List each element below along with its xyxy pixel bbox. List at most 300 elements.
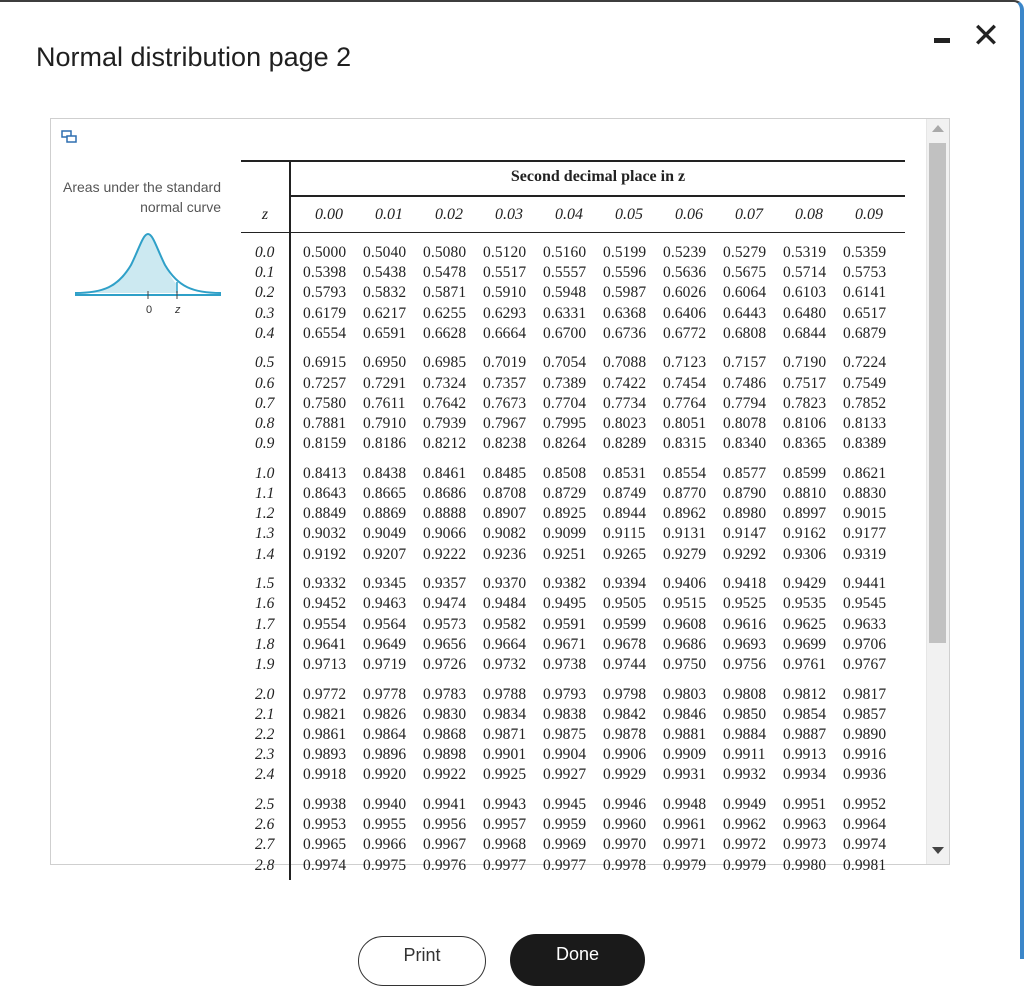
table-cell: 0.9726 [423,656,467,673]
table-cell: 0.9948 [663,796,707,813]
table-cell: 0.9968 [483,836,527,854]
z-value: 1.7 [255,615,275,633]
table-cell: 0.9965 [303,836,347,854]
table-cell: 0.6293 [483,304,527,322]
table-cell: 0.9868 [423,726,467,743]
table-row [241,685,903,705]
column-header: 0.02 [435,206,463,223]
table-cell: 0.8264 [543,435,587,453]
table-cell: 0.9147 [723,525,767,543]
table-cell: 0.9936 [843,766,887,784]
table-cell: 0.9973 [783,836,827,854]
table-cell: 0.8413 [303,464,347,482]
table-cell: 0.9131 [663,525,707,543]
table-cell: 0.8888 [423,505,467,523]
done-button[interactable]: Done [510,934,645,986]
table-cell: 0.8665 [363,485,407,502]
table-cell: 0.9941 [423,796,467,813]
table-cell: 0.9664 [483,635,527,653]
column-header: 0.03 [495,206,523,223]
table-cell: 0.7054 [543,354,587,372]
table-cell: 0.7967 [483,415,527,432]
table-cell: 0.5080 [423,244,467,261]
table-cell: 0.5675 [723,264,767,282]
table-row [241,324,903,344]
table-cell: 0.8729 [543,485,587,502]
print-button[interactable]: Print [358,936,486,986]
scroll-thumb[interactable] [929,143,946,643]
table-cell: 0.6879 [843,324,887,342]
z-value: 0.7 [255,394,275,412]
table-cell: 0.9162 [783,525,827,543]
table-cell: 0.7257 [303,374,347,392]
table-row [241,655,903,675]
table-cell: 0.8686 [423,485,467,502]
table-cell: 0.9554 [303,615,347,633]
table-cell: 0.7291 [363,374,407,392]
table-cell: 0.7704 [543,394,587,412]
table-cell: 0.9821 [303,705,347,723]
minimize-icon[interactable] [934,38,950,43]
table-cell: 0.9952 [843,796,887,813]
table-cell: 0.9115 [603,525,646,543]
table-cell: 0.6554 [303,324,347,342]
table-cell: 0.5793 [303,284,347,302]
table-row [241,414,903,434]
z-value: 0.8 [255,415,275,432]
table-cell: 0.8830 [843,485,887,502]
table-cell: 0.9525 [723,595,767,613]
table-cell: 0.5199 [603,244,647,261]
table-rule-header [241,232,905,233]
z-table [241,160,905,880]
table-cell: 0.9964 [843,816,887,834]
table-cell: 0.9901 [483,746,527,764]
column-header: 0.09 [855,206,883,223]
z-value: 1.6 [255,595,275,613]
table-cell: 0.9515 [663,595,707,613]
table-cell: 0.6179 [303,304,347,322]
table-row [241,504,903,524]
table-cell: 0.8810 [783,485,827,502]
table-cell: 0.9962 [723,816,767,834]
table-cell: 0.8599 [783,464,827,482]
z-column-header: z [261,206,269,223]
column-header: 0.04 [555,206,583,223]
table-cell: 0.9474 [423,595,467,613]
table-cell: 0.9082 [483,525,527,543]
table-cell: 0.9893 [303,746,347,764]
table-cell: 0.6217 [363,304,407,322]
table-cell: 0.9463 [363,595,407,613]
z-value: 1.4 [255,545,275,563]
table-cell: 0.9545 [843,595,887,613]
table-cell: 0.9671 [543,635,587,653]
table-cell: 0.9857 [843,705,887,723]
table-cell: 0.6255 [423,304,467,322]
table-cell: 0.9890 [843,726,887,743]
table-cell: 0.9896 [363,746,407,764]
table-cell: 0.7517 [783,374,827,392]
table-cell: 0.8238 [483,435,527,453]
table-cell: 0.6480 [783,304,827,322]
table-cell: 0.9713 [303,656,347,673]
table-cell: 0.8708 [483,485,527,502]
table-cell: 0.6141 [843,284,887,302]
table-cell: 0.9633 [843,615,887,633]
table-cell: 0.9793 [543,685,587,703]
table-cell: 0.5120 [483,244,527,261]
table-cell: 0.5871 [423,284,467,302]
table-row [241,574,903,594]
table-cell: 0.7019 [483,354,527,372]
table-cell: 0.8106 [783,415,827,432]
table-cell: 0.8186 [363,435,407,453]
table-cell: 0.7088 [603,354,647,372]
table-cell: 0.6064 [723,284,767,302]
table-cell: 0.9591 [543,615,587,633]
z-value: 1.3 [255,525,275,543]
table-cell: 0.9884 [723,726,767,743]
table-cell: 0.8389 [843,435,887,453]
table-cell: 0.9838 [543,705,587,723]
table-cell: 0.9222 [423,545,467,563]
z-value: 0.4 [255,324,275,342]
table-cell: 0.9292 [723,545,767,563]
table-cell: 0.5239 [663,244,707,261]
z-value: 0.5 [255,354,275,372]
scroll-up-arrow-icon[interactable] [932,125,944,132]
table-cell: 0.9943 [483,796,527,813]
table-cell: 0.9963 [783,816,827,834]
table-cell: 0.9772 [303,685,347,703]
z-value: 2.1 [255,705,275,723]
table-cell: 0.6368 [603,304,647,322]
table-cell: 0.9898 [423,746,467,764]
table-row [241,434,903,454]
table-cell: 0.9980 [783,856,827,874]
table-cell: 0.8508 [543,464,587,482]
table-cell: 0.7422 [603,374,647,392]
table-cell: 0.9032 [303,525,347,543]
table-row [241,545,903,565]
scrollbar[interactable] [926,119,949,864]
table-cell: 0.7764 [663,394,707,412]
table-cell: 0.9871 [483,726,527,743]
table-cell: 0.9955 [363,816,407,834]
table-cell: 0.9394 [603,575,647,593]
table-cell: 0.7580 [303,394,347,412]
table-cell: 0.9418 [723,575,767,593]
table-cell: 0.9934 [783,766,827,784]
table-cell: 0.8790 [723,485,767,502]
table-cell: 0.9699 [783,635,827,653]
figure-caption: Areas under the standard normal curve [63,179,221,215]
table-cell: 0.9599 [603,615,647,633]
table-cell: 0.8289 [603,435,647,453]
table-cell: 0.9977 [543,856,587,874]
close-icon[interactable]: ✕ [971,16,1001,56]
table-cell: 0.9582 [483,615,527,633]
table-cell: 0.9332 [303,575,347,593]
table-cell: 0.9974 [303,856,347,874]
table-row [241,705,903,725]
table-cell: 0.9744 [603,656,647,673]
table-cell: 0.8133 [843,415,887,432]
z-value: 2.7 [255,836,275,854]
table-cell: 0.6844 [783,324,827,342]
table-cell: 0.9778 [363,685,407,703]
table-cell: 0.9441 [843,575,887,593]
table-rule-spanner [291,195,905,197]
table-cell: 0.5832 [363,284,407,302]
table-cell: 0.9922 [423,766,467,784]
table-cell: 0.9834 [483,705,527,723]
table-cell: 0.9977 [483,856,527,874]
table-cell: 0.8340 [723,435,767,453]
table-cell: 0.8980 [723,505,767,523]
table-cell: 0.9812 [783,685,827,703]
table-cell: 0.9625 [783,615,827,633]
table-cell: 0.8749 [603,485,647,502]
table-cell: 0.6700 [543,324,587,342]
table-cell: 0.9279 [663,545,707,563]
table-cell: 0.9732 [483,656,527,673]
table-cell: 0.9978 [603,856,647,874]
z-value: 0.9 [255,435,275,453]
axis-z-label: z [175,304,181,316]
table-cell: 0.9925 [483,766,527,784]
table-viewer [50,118,950,874]
table-cell: 0.9535 [783,595,827,613]
column-header: 0.01 [375,206,403,223]
z-value: 2.2 [255,726,275,743]
table-cell: 0.9649 [363,635,407,653]
table-cell: 0.9909 [663,746,707,764]
table-cell: 0.8621 [843,464,887,482]
table-cell: 0.9938 [303,796,347,813]
table-cell: 0.9957 [483,816,527,834]
table-cell: 0.9686 [663,635,707,653]
table-cell: 0.8051 [663,415,707,432]
table-cell: 0.9066 [423,525,467,543]
table-cell: 0.9953 [303,816,347,834]
z-value: 2.8 [255,856,275,874]
table-cell: 0.9484 [483,595,527,613]
table-cell: 0.6103 [783,284,827,302]
z-value: 0.0 [255,244,275,261]
table-cell: 0.9406 [663,575,707,593]
table-cell: 0.8078 [723,415,767,432]
table-cell: 0.9971 [663,836,707,854]
table-cell: 0.9306 [783,545,827,563]
column-header: 0.05 [615,206,643,223]
table-cell: 0.9573 [423,615,467,633]
table-cell: 0.9913 [783,746,827,764]
table-row [241,745,903,765]
table-cell: 0.9864 [363,726,407,743]
table-cell: 0.9817 [843,685,887,703]
table-cell: 0.7852 [843,394,887,412]
table-row [241,765,903,785]
table-cell: 0.9918 [303,766,347,784]
table-cell: 0.9967 [423,836,467,854]
table-cell: 0.5398 [303,264,347,282]
curve-shaded-area [75,234,177,293]
table-cell: 0.9236 [483,545,527,563]
table-cell: 0.6517 [843,304,887,322]
table-cell: 0.9761 [783,656,827,673]
column-header: 0.08 [795,206,823,223]
table-cell: 0.6808 [723,324,767,342]
table-cell: 0.8554 [663,464,707,482]
z-value: 0.3 [255,304,275,322]
table-cell: 0.5910 [483,284,527,302]
table-cell: 0.9783 [423,685,467,703]
table-cell: 0.9207 [363,545,407,563]
table-cell: 0.9981 [843,856,887,874]
table-cell: 0.9940 [363,796,407,813]
z-value: 0.2 [255,284,275,302]
column-headers [299,206,899,224]
table-cell: 0.9970 [603,836,647,854]
table-cell: 0.8907 [483,505,527,523]
table-cell: 0.8365 [783,435,827,453]
table-cell: 0.9319 [843,545,887,563]
table-cell: 0.9979 [663,856,707,874]
table-cell: 0.8770 [663,485,707,502]
table-row [241,594,903,614]
scroll-down-arrow-icon[interactable] [932,847,944,854]
table-cell: 0.9641 [303,635,347,653]
table-cell: 0.9767 [843,656,887,673]
table-cell: 0.9495 [543,595,587,613]
table-cell: 0.9452 [303,595,347,613]
expand-icon[interactable] [61,129,77,145]
table-cell: 0.9251 [543,545,587,563]
table-row [241,394,903,414]
table-cell: 0.5987 [603,284,647,302]
table-cell: 0.9656 [423,635,467,653]
table-cell: 0.9966 [363,836,407,854]
table-row [241,243,903,263]
table-cell: 0.5359 [843,244,887,261]
z-value: 1.8 [255,635,275,653]
table-cell: 0.7823 [783,394,827,412]
table-cell: 0.7357 [483,374,527,392]
table-cell: 0.9429 [783,575,827,593]
table-cell: 0.7190 [783,354,827,372]
table-cell: 0.5040 [363,244,407,261]
table-cell: 0.7939 [423,415,467,432]
table-cell: 0.7734 [603,394,647,412]
table-row [241,353,903,373]
table-cell: 0.6628 [423,324,467,342]
table-cell: 0.9945 [543,796,587,813]
table-cell: 0.9192 [303,545,347,563]
table-cell: 0.7486 [723,374,767,392]
table-cell: 0.7881 [303,415,347,432]
table-cell: 0.9608 [663,615,707,633]
z-value: 2.0 [255,685,275,703]
table-cell: 0.7157 [723,354,767,372]
table-cell: 0.9972 [723,836,767,854]
table-cell: 0.7995 [543,415,587,432]
table-cell: 0.9719 [363,656,407,673]
table-cell: 0.6331 [543,304,587,322]
table-cell: 0.9887 [783,726,827,743]
table-cell: 0.8212 [423,435,467,453]
table-cell: 0.9979 [723,856,767,874]
table-cell: 0.8849 [303,505,347,523]
table-cell: 0.5636 [663,264,707,282]
table-cell: 0.5000 [303,244,347,261]
table-cell: 0.5517 [483,264,527,282]
table-cell: 0.8485 [483,464,527,482]
z-value: 1.2 [255,505,275,523]
table-cell: 0.9798 [603,685,647,703]
table-cell: 0.9975 [363,856,407,874]
table-cell: 0.9616 [723,615,767,633]
table-row [241,725,903,745]
table-cell: 0.5753 [843,264,887,282]
table-cell: 0.6026 [663,284,707,302]
table-cell: 0.9738 [543,656,587,673]
table-cell: 0.6985 [423,354,467,372]
table-cell: 0.9345 [363,575,407,593]
table-cell: 0.9969 [543,836,587,854]
table-cell: 0.9959 [543,816,587,834]
table-cell: 0.9961 [663,816,707,834]
table-cell: 0.8531 [603,464,647,482]
table-cell: 0.6443 [723,304,767,322]
table-row [241,615,903,635]
table-cell: 0.9960 [603,816,647,834]
z-value: 0.1 [255,264,275,282]
table-cell: 0.7611 [363,394,406,412]
table-cell: 0.8315 [663,435,707,453]
table-cell: 0.7123 [663,354,707,372]
table-cell: 0.9931 [663,766,707,784]
table-cell: 0.9015 [843,505,887,523]
table-cell: 0.9951 [783,796,827,813]
table-cell: 0.7454 [663,374,707,392]
table-row [241,815,903,835]
table-row [241,524,903,544]
table-cell: 0.7549 [843,374,887,392]
z-value: 2.3 [255,746,275,764]
table-cell: 0.6915 [303,354,347,372]
z-value: 1.1 [255,485,275,502]
table-cell: 0.9357 [423,575,467,593]
table-cell: 0.9803 [663,685,707,703]
table-cell: 0.9854 [783,705,827,723]
table-cell: 0.9505 [603,595,647,613]
table-row [241,464,903,484]
table-cell: 0.9382 [543,575,587,593]
table-rule-top [241,160,905,162]
table-cell: 0.9788 [483,685,527,703]
table-cell: 0.8944 [603,505,647,523]
table-cell: 0.7794 [723,394,767,412]
table-row [241,635,903,655]
table-cell: 0.8023 [603,415,647,432]
table-cell: 0.8925 [543,505,587,523]
z-value: 1.9 [255,656,275,673]
table-cell: 0.9946 [603,796,647,813]
table-cell: 0.6736 [603,324,647,342]
table-cell: 0.9826 [363,705,407,723]
